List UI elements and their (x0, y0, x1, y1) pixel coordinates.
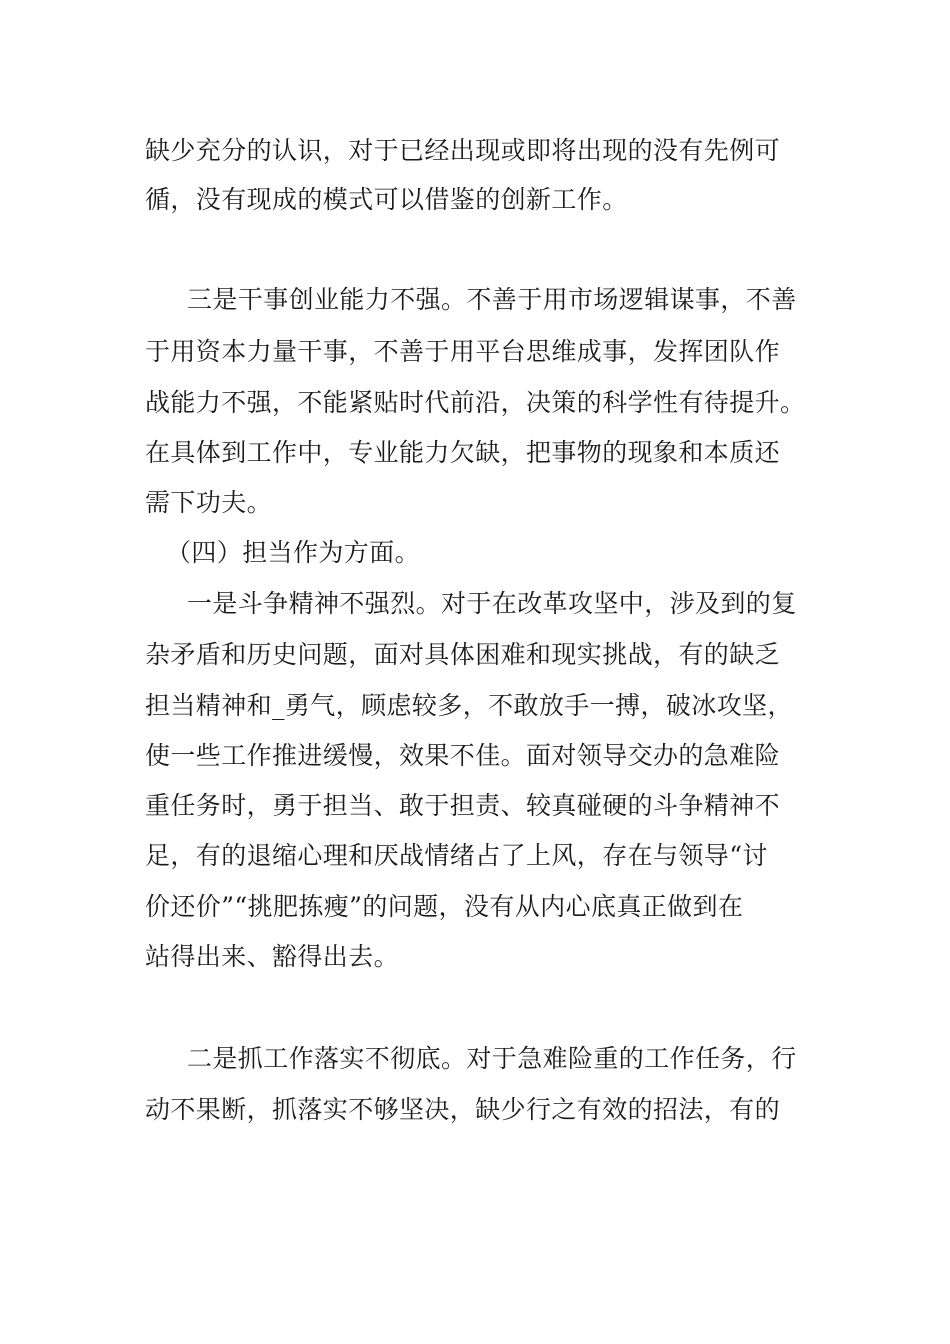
text-line: 站得出来、豁得出去。 (145, 942, 400, 971)
text-line: 在具体到工作中，专业能力欠缺，把事物的现象和本质还 (145, 438, 781, 467)
text-line: 战能力不强，不能紧贴时代前沿，决策的科学性有待提升。 (145, 388, 806, 417)
text-line: 缺少充分的认识，对于已经出现或即将出现的没有先例可 (145, 136, 781, 165)
text-line: 需下功夫。 (145, 488, 273, 517)
paragraph-start-line: 一是斗争精神不强烈。对于在改革攻坚中，涉及到的复 (187, 589, 797, 618)
section-heading: （四）担当作为方面。 (166, 538, 421, 567)
text-line: 杂矛盾和历史问题，面对具体困难和现实挑战，有的缺乏 (145, 640, 781, 669)
text-line: 使一些工作推进缓慢，效果不佳。面对领导交办的急难险 (145, 741, 781, 770)
paragraph-start-line: 二是抓工作落实不彻底。对于急难险重的工作任务，行 (187, 1044, 797, 1073)
text-line: 重任务时，勇于担当、敢于担责、较真碰硬的斗争精神不 (145, 791, 781, 820)
text-line: 动不果断，抓落实不够坚决，缺少行之有效的招法，有的 (145, 1095, 781, 1124)
paragraph-start-line: 三是干事创业能力不强。不善于用市场逻辑谋事，不善 (187, 285, 797, 314)
text-line: 价还价”“挑肥拣瘦”的问题，没有从内心底真正做到在 (145, 892, 744, 921)
text-line: 于用资本力量干事，不善于用平台思维成事，发挥团队作 (145, 337, 781, 366)
text-line: 循，没有现成的模式可以借鉴的创新工作。 (145, 185, 628, 214)
text-line: 足，有的退缩心理和厌战情绪占了上风，存在与领导“讨 (145, 841, 768, 870)
text-line: 担当精神和_勇气，顾虑较多，不敢放手一搏，破冰攻坚， (145, 691, 793, 720)
